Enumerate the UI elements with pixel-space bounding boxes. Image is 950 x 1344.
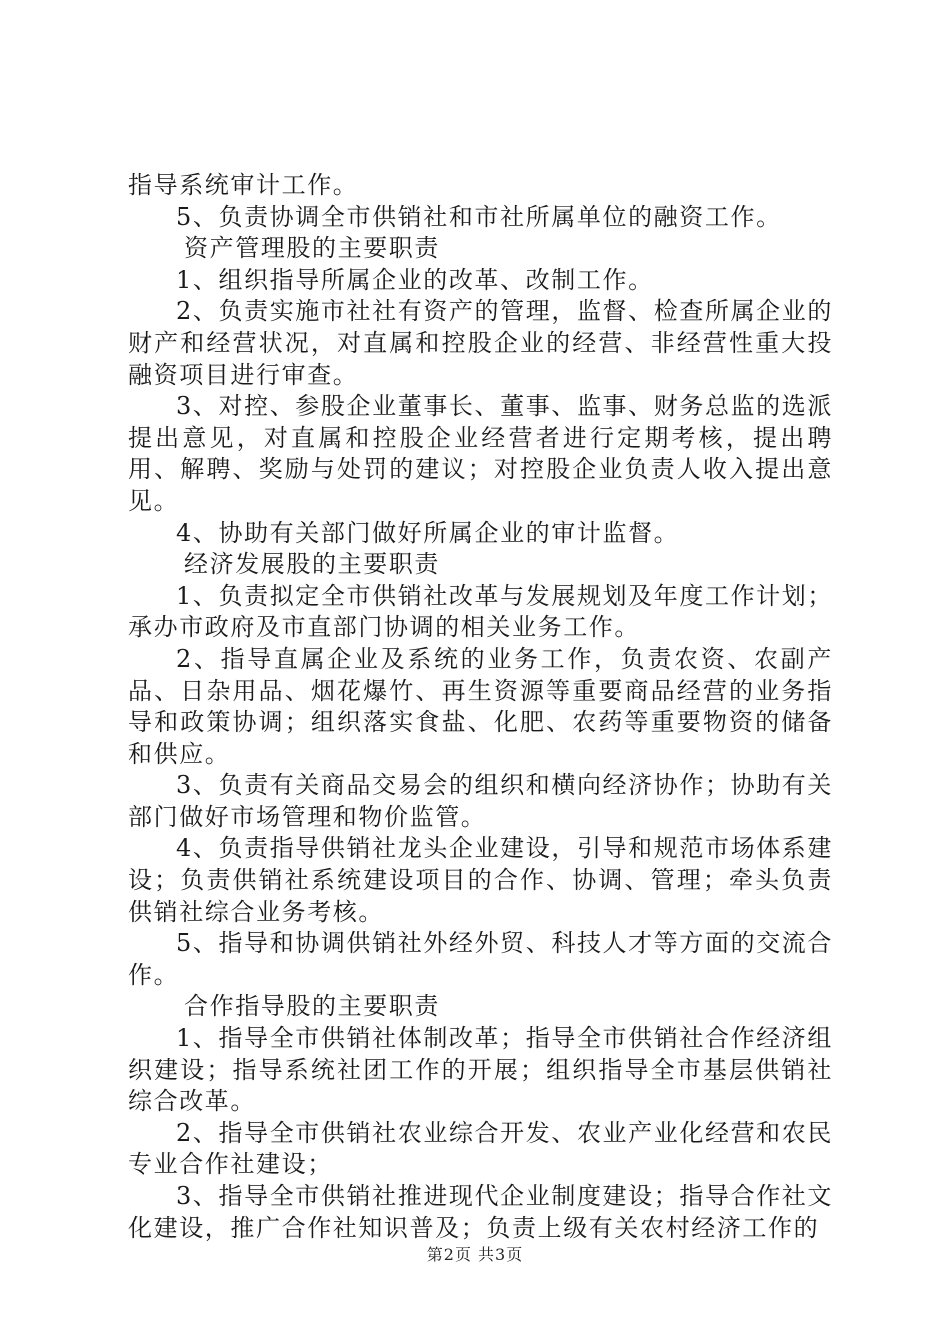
paragraph: 4、负责指导供销社龙头企业建设，引导和规范市场体系建设；负责供销社系统建设项目的合作、协调、管理；牵头负责供销社综合业务考核。 bbox=[128, 834, 833, 926]
paragraph: 1、负责拟定全市供销社改革与发展规划及年度工作计划；承办市政府及市直部门协调的相关业务工作。 bbox=[128, 581, 833, 642]
paragraph: 指导系统审计工作。 bbox=[128, 171, 359, 199]
section-heading: 合作指导股的主要职责 bbox=[184, 992, 440, 1021]
paragraph: 4、协助有关部门做好所属企业的审计监督。 bbox=[176, 518, 680, 547]
page-number-footer: 第2页 共3页 bbox=[426, 1245, 524, 1264]
paragraph: 2、负责实施市社社有资产的管理，监督、检查所属企业的财产和经营状况，对直属和控股企业的经营、非经营性重大投融资项目进行审查。 bbox=[128, 297, 833, 389]
paragraph: 3、负责有关商品交易会的组织和横向经济协作；协助有关部门做好市场管理和物价监管。 bbox=[128, 771, 833, 831]
paragraph: 1、指导全市供销社体制改革；指导全市供销社合作经济组织建设；指导系统社团工作的开展；组织指导全市基层供销社综合改革。 bbox=[128, 1024, 833, 1116]
section-heading: 经济发展股的主要职责 bbox=[184, 550, 440, 579]
paragraph: 3、指导全市供销社推进现代企业制度建设；指导合作社文化建设，推广合作社知识普及；负责上级有关农村经济工作的 bbox=[128, 1182, 833, 1242]
paragraph: 5、指导和协调供销社外经外贸、科技人才等方面的交流合作。 bbox=[128, 929, 833, 989]
paragraph: 1、组织指导所属企业的改革、改制工作。 bbox=[176, 265, 654, 294]
paragraph: 2、指导直属企业及系统的业务工作，负责农资、农副产品、日杂用品、烟花爆竹、再生资源等重要商品经营的业务指导和政策协调；组织落实食盐、化肥、农药等重要物资的储备和供应。 bbox=[128, 644, 833, 768]
paragraph: 5、负责协调全市供销社和市社所属单位的融资工作。 bbox=[176, 202, 782, 231]
section-heading: 资产管理股的主要职责 bbox=[184, 234, 440, 263]
paragraph: 3、对控、参股企业董事长、董事、监事、财务总监的选派提出意见，对直属和控股企业经营者进行定期考核，提出聘用、解聘、奖励与处罚的建议；对控股企业负责人收入提出意见。 bbox=[128, 392, 833, 515]
document-body bbox=[128, 170, 833, 1244]
paragraph: 2、指导全市供销社农业综合开发、农业产业化经营和农民专业合作社建设； bbox=[128, 1118, 833, 1179]
